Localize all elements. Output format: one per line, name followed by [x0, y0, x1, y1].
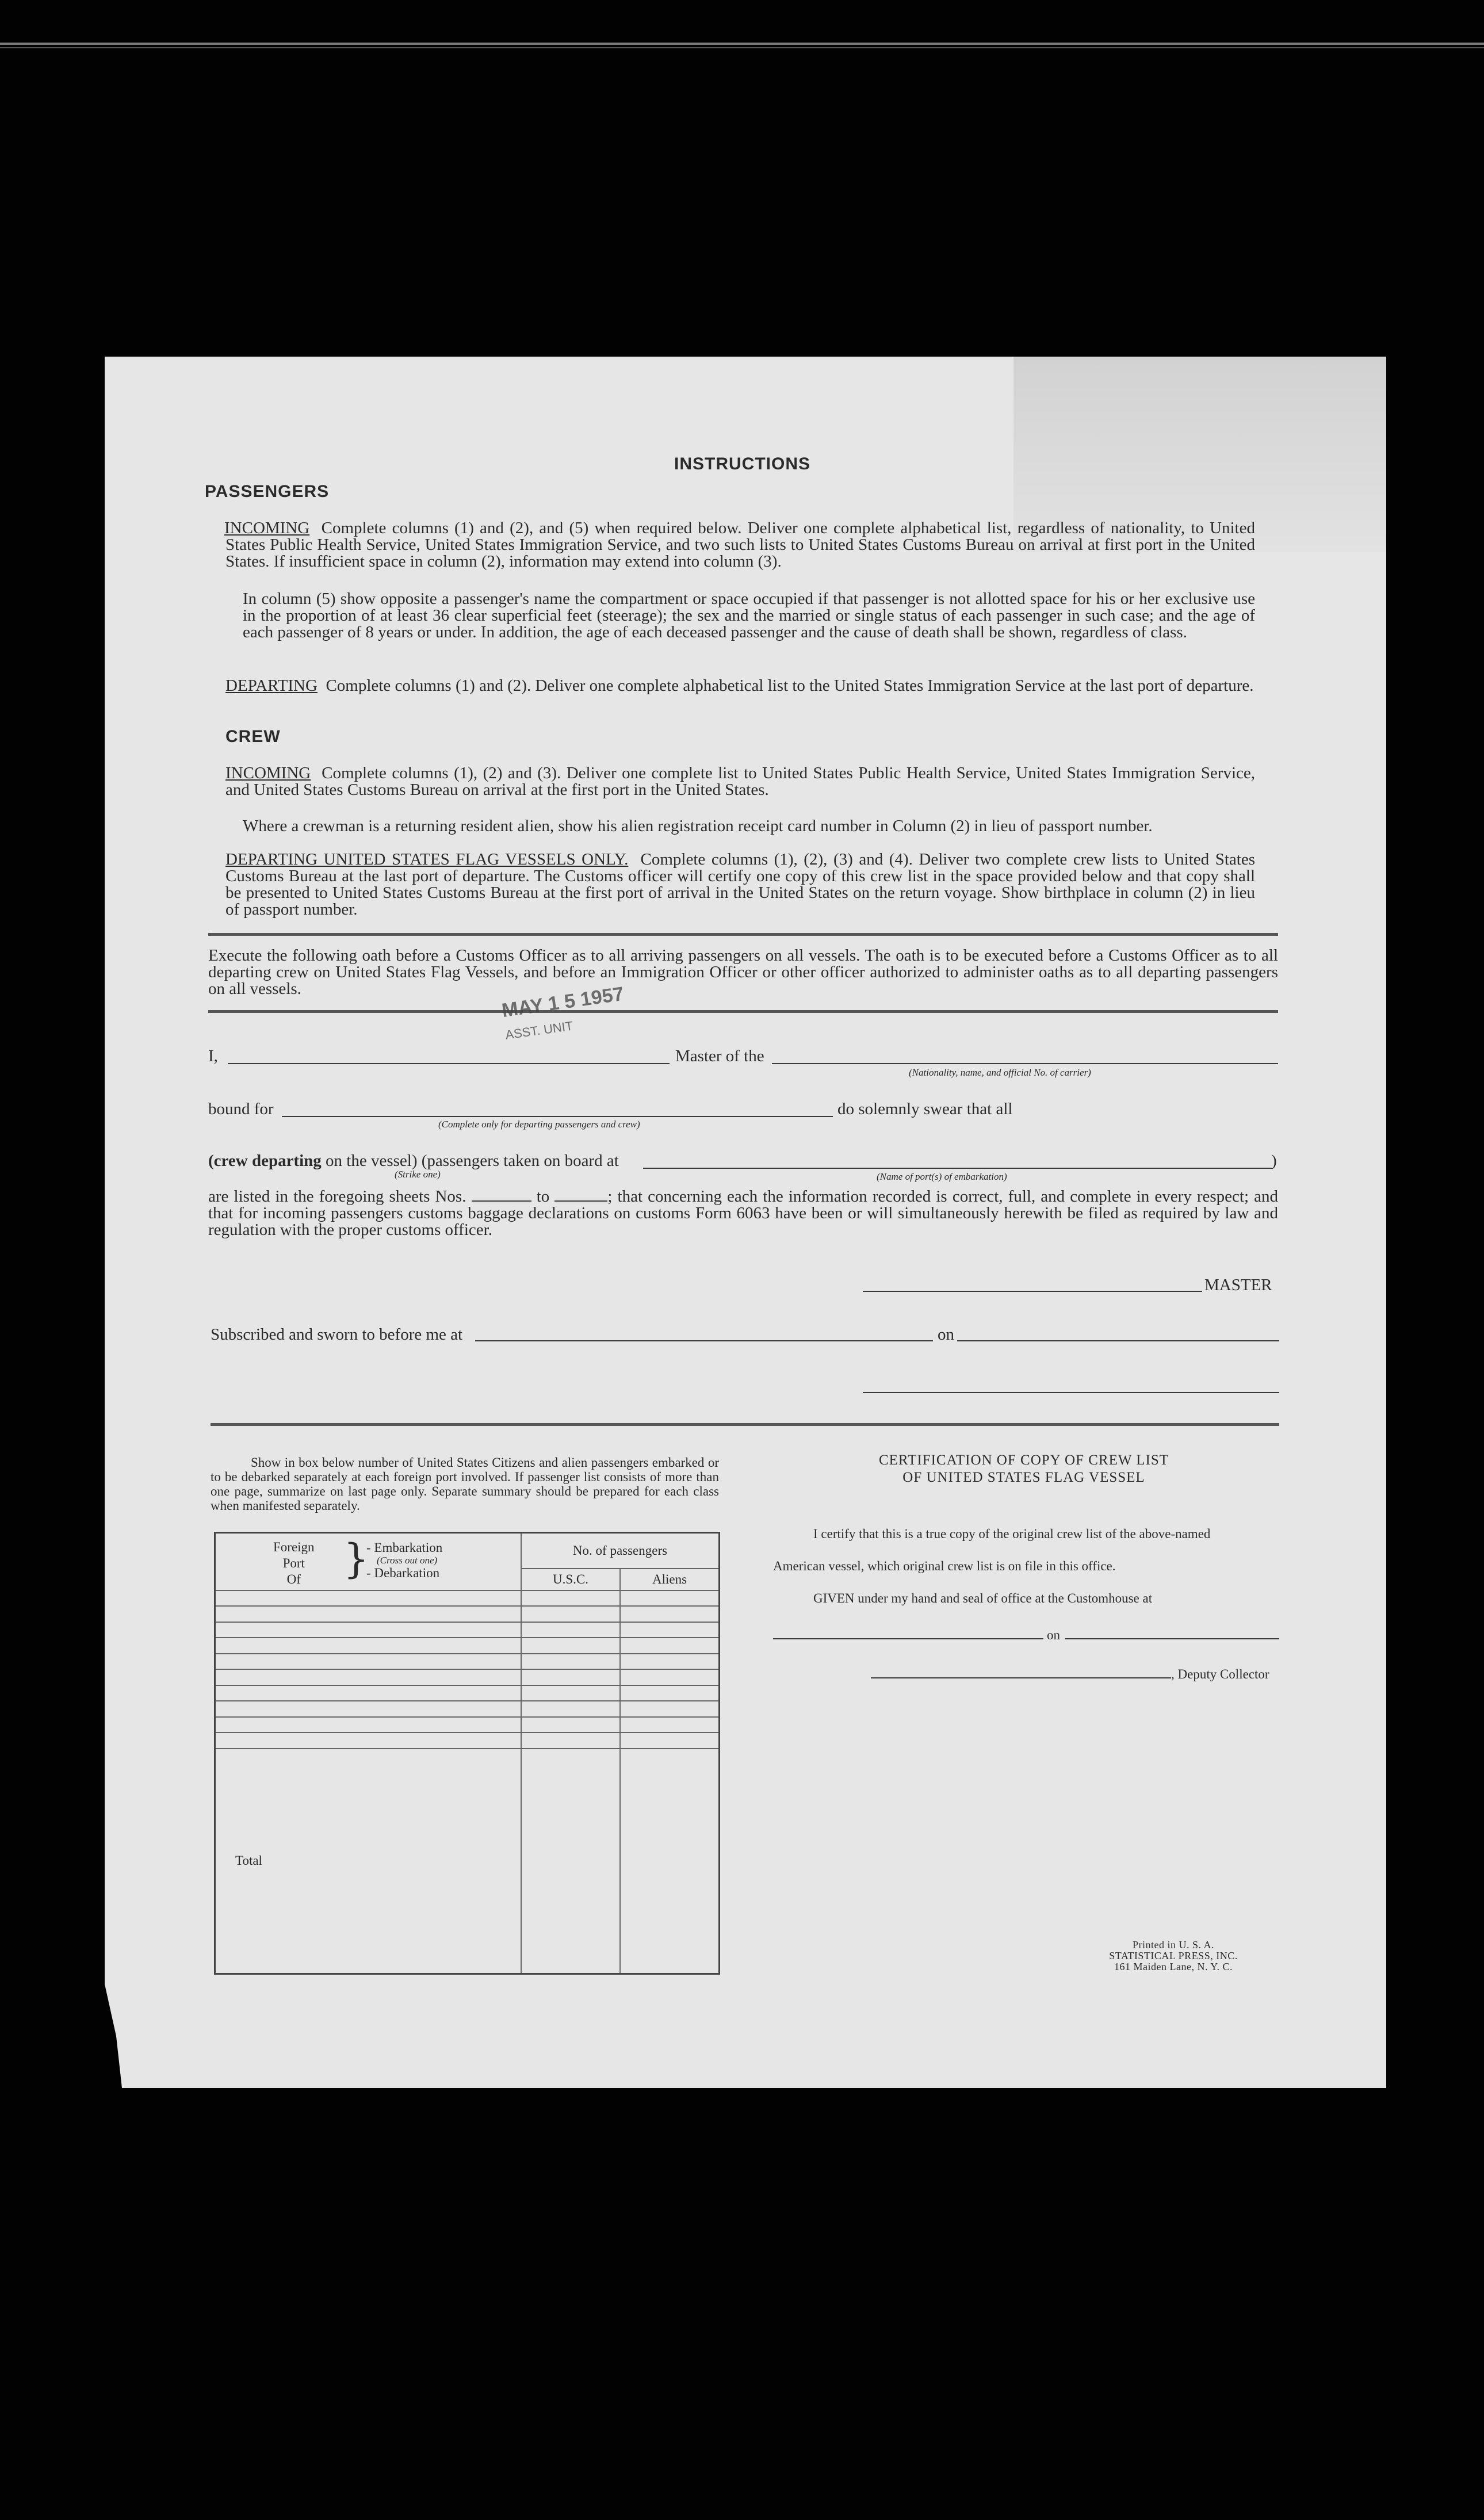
master-label: MASTER	[1204, 1276, 1272, 1294]
aliens-cell[interactable]	[620, 1701, 720, 1717]
foreign-port-of-label	[273, 1539, 315, 1588]
certify-date-field[interactable]	[1065, 1638, 1279, 1639]
aliens-header: Aliens	[620, 1569, 720, 1590]
certification-title-line1: CERTIFICATION OF COPY OF CREW LIST	[878, 1452, 1169, 1468]
master-of-label: Master of the	[675, 1047, 764, 1065]
table-row	[215, 1701, 720, 1717]
deputy-signature-field[interactable]	[871, 1677, 1171, 1678]
ports-caption: (Name of port(s) of embarkation)	[877, 1171, 1007, 1182]
carrier-caption: (Nationality, name, and official No. of carrier)	[909, 1067, 1091, 1078]
strike-caption: (Strike one)	[395, 1169, 441, 1180]
passengers-departing-label: DEPARTING	[225, 676, 318, 695]
crew-departing-strike-label: (crew departing	[208, 1152, 322, 1170]
certify-on-label: on	[1047, 1628, 1060, 1642]
aliens-cell[interactable]	[620, 1733, 720, 1749]
vessel-text: on the vessel) (passengers taken on board at	[326, 1152, 619, 1170]
passengers-departing-paragraph	[225, 678, 1255, 694]
customhouse-field[interactable]	[773, 1638, 1043, 1639]
foreign-label: Foreign	[273, 1540, 315, 1554]
document-title: INSTRUCTIONS	[674, 454, 810, 473]
aliens-cell[interactable]	[620, 1685, 720, 1701]
sheet-from-field[interactable]	[472, 1189, 531, 1202]
section-divider	[208, 1010, 1278, 1013]
crew-departing-text: Complete columns (1), (2), (3) and (4). Deliver two complete crew lists to United States Customs Bureau at the last port of departure. The Customs officer will certify one copy of this crew list in the space provided below and that copy shall be presented to United States Customs Bureau at the first port of arrival in the United States on the return voyage. Show birthplace in column (2) in lieu of passport number.	[225, 850, 1256, 919]
port-cell[interactable]	[215, 1701, 522, 1717]
printer-imprint	[1087, 1940, 1260, 1972]
sheet-to-field[interactable]	[554, 1189, 607, 1202]
port-cell[interactable]	[215, 1669, 522, 1685]
printer-address: 161 Maiden Lane, N. Y. C.	[1114, 1961, 1233, 1972]
table-row	[215, 1717, 720, 1733]
passengers-incoming-text: Complete columns (1) and (2), and (5) when required below. Deliver one complete alphabetical list, regardless of nationality, to United States Public Health Service, United States Immigration Service, and two such lists to United States Customs Bureau on arrival at first port in the United States. If insufficient space in column (2), information may extend into column (3).	[225, 519, 1256, 571]
table-row	[215, 1654, 720, 1670]
port-cell[interactable]	[215, 1638, 522, 1654]
sheets-paragraph	[208, 1188, 1278, 1238]
crew-departing-label: DEPARTING UNITED STATES FLAG VESSELS ONLY.	[225, 850, 629, 869]
usc-cell[interactable]	[521, 1638, 620, 1654]
sheets-to-label: to	[536, 1187, 550, 1206]
master-signature-field[interactable]	[863, 1291, 1202, 1292]
usc-cell[interactable]	[521, 1654, 620, 1670]
complete-only-caption: (Complete only for departing passengers and crew)	[438, 1119, 640, 1130]
debarkation-option[interactable]: - Debarkation	[366, 1566, 440, 1580]
port-cell[interactable]	[215, 1590, 522, 1607]
usc-cell[interactable]	[521, 1622, 620, 1638]
of-label: Of	[286, 1572, 301, 1586]
crew-heading: CREW	[225, 727, 281, 746]
foreign-port-header-cell	[215, 1533, 522, 1590]
aliens-cell[interactable]	[620, 1669, 720, 1685]
aliens-cell[interactable]	[620, 1638, 720, 1654]
certification-title-line2: OF UNITED STATES FLAG VESSEL	[902, 1470, 1145, 1485]
summary-instructions: Show in box below number of United States Citizens and alien passengers embarked or to be debarked separately at each foreign port involved. If passenger list consists of more than one page, summarize on last page only. Separate summary should be prepared for each class when manifested separately.	[211, 1455, 719, 1513]
bound-for-label: bound for	[208, 1100, 274, 1118]
close-paren: )	[1271, 1152, 1277, 1170]
subscribed-label: Subscribed and sworn to before me at	[211, 1325, 463, 1344]
scan-edge-line	[0, 43, 1484, 45]
table-row	[215, 1733, 720, 1749]
crew-departing-oath	[208, 1153, 619, 1169]
certify-line3: GIVEN under my hand and seal of office at the Customhouse at	[813, 1591, 1153, 1605]
aliens-cell[interactable]	[620, 1717, 720, 1733]
total-label: Total	[215, 1749, 522, 1974]
table-row	[215, 1669, 720, 1685]
aliens-cell[interactable]	[620, 1622, 720, 1638]
section-divider	[211, 1423, 1279, 1426]
scan-edge-line	[0, 47, 1484, 48]
total-row	[215, 1749, 720, 1974]
ports-of-embarkation-field[interactable]	[643, 1168, 1272, 1169]
usc-cell[interactable]	[521, 1685, 620, 1701]
sheets-pre-text: are listed in the foregoing sheets Nos.	[208, 1187, 466, 1206]
port-cell[interactable]	[215, 1622, 522, 1638]
table-row	[215, 1606, 720, 1622]
certification-title	[817, 1452, 1231, 1486]
crew-resident-paragraph: Where a crewman is a returning resident alien, show his alien registration receipt card number in Column (2) in lieu of passport number.	[243, 817, 1153, 835]
usc-cell[interactable]	[521, 1717, 620, 1733]
bound-for-field[interactable]	[282, 1116, 833, 1117]
brace-icon: }	[343, 1535, 369, 1582]
port-label: Port	[282, 1556, 305, 1570]
passengers-incoming-paragraph	[225, 520, 1255, 570]
officer-signature-field[interactable]	[863, 1392, 1279, 1393]
master-name-field[interactable]	[228, 1063, 670, 1064]
section-divider	[208, 933, 1278, 936]
sworn-place-field[interactable]	[475, 1340, 933, 1341]
stamp-unit: ASST. UNIT	[504, 1018, 574, 1042]
usc-cell[interactable]	[521, 1669, 620, 1685]
table-row	[215, 1590, 720, 1607]
usc-cell[interactable]	[521, 1606, 620, 1622]
crew-departing-paragraph	[225, 851, 1255, 918]
passengers-heading: PASSENGERS	[205, 482, 330, 501]
aliens-cell[interactable]	[620, 1654, 720, 1670]
total-usc-cell[interactable]	[521, 1749, 620, 1974]
cross-out-caption: (Cross out one)	[377, 1555, 438, 1566]
passengers-incoming-label: INCOMING	[224, 519, 310, 537]
passengers-column5-paragraph: In column (5) show opposite a passenger's name the compartment or space occupied if that passenger is not allotted space for his or her exclusive use in the proportion of at least 36 clear superficial feet (steerage); the sex and the married or single status of each passenger in such case; and the age of each passenger of 8 years or under. In addition, the age of each deceased passenger and the cause of death shall be shown, regardless of class.	[243, 590, 1255, 641]
summary-table	[214, 1532, 720, 1975]
sworn-date-field[interactable]	[957, 1340, 1279, 1341]
sheets-post-text: ; that concerning each the information recorded is correct, full, and complete in every respect; and that for incoming passengers customs baggage declarations on customs Form 6063 have been or will simultaneously herewith be filed as required by law and regulation with the proper customs officer.	[208, 1187, 1278, 1239]
table-row	[215, 1685, 720, 1701]
table-row	[215, 1638, 720, 1654]
table-row	[215, 1622, 720, 1638]
port-cell[interactable]	[215, 1606, 522, 1622]
crew-incoming-paragraph	[225, 765, 1255, 798]
swear-label: do solemnly swear that all	[837, 1100, 1013, 1118]
deputy-collector-label: , Deputy Collector	[1171, 1667, 1269, 1681]
aliens-cell[interactable]	[620, 1606, 720, 1622]
passengers-departing-text: Complete columns (1) and (2). Deliver one complete alphabetical list to the United States Immigration Service at the last port of departure.	[326, 676, 1254, 695]
crew-incoming-text: Complete columns (1), (2) and (3). Deliver one complete list to United States Public Health Service, United States Immigration Service, and United States Customs Bureau on arrival at the first port in the United States.	[225, 764, 1255, 799]
embarkation-option[interactable]: - Embarkation	[366, 1540, 443, 1555]
crew-incoming-label: INCOMING	[225, 764, 311, 782]
port-cell[interactable]	[215, 1717, 522, 1733]
total-aliens-cell[interactable]	[620, 1749, 720, 1974]
carrier-field[interactable]	[772, 1063, 1278, 1064]
oath-intro-paragraph: Execute the following oath before a Customs Officer as to all arriving passengers on all vessels. The oath is to be executed before a Customs Officer as to all departing crew on United States Flag Vessels, and before an Immigration Officer or other officer authorized to administer oaths as to all departing passengers on all vessels.	[208, 946, 1278, 998]
port-cell[interactable]	[215, 1733, 522, 1749]
usc-cell[interactable]	[521, 1701, 620, 1717]
printer-name: STATISTICAL PRESS, INC.	[1109, 1950, 1238, 1961]
aliens-cell[interactable]	[620, 1590, 720, 1607]
printed-in-usa: Printed in U. S. A.	[1132, 1939, 1214, 1951]
oath-i-label: I,	[208, 1047, 218, 1065]
certify-line1: I certify that this is a true copy of the original crew list of the above-named	[813, 1527, 1211, 1541]
usc-header: U.S.C.	[521, 1569, 620, 1590]
stamp-date: MAY 1 5 1957	[500, 982, 625, 1022]
port-cell[interactable]	[215, 1654, 522, 1670]
certify-line2: American vessel, which original crew list is on file in this office.	[773, 1559, 1116, 1573]
no-of-passengers-header: No. of passengers	[521, 1533, 720, 1569]
usc-cell[interactable]	[521, 1733, 620, 1749]
usc-cell[interactable]	[521, 1590, 620, 1607]
port-cell[interactable]	[215, 1685, 522, 1701]
sworn-on-label: on	[938, 1325, 954, 1344]
